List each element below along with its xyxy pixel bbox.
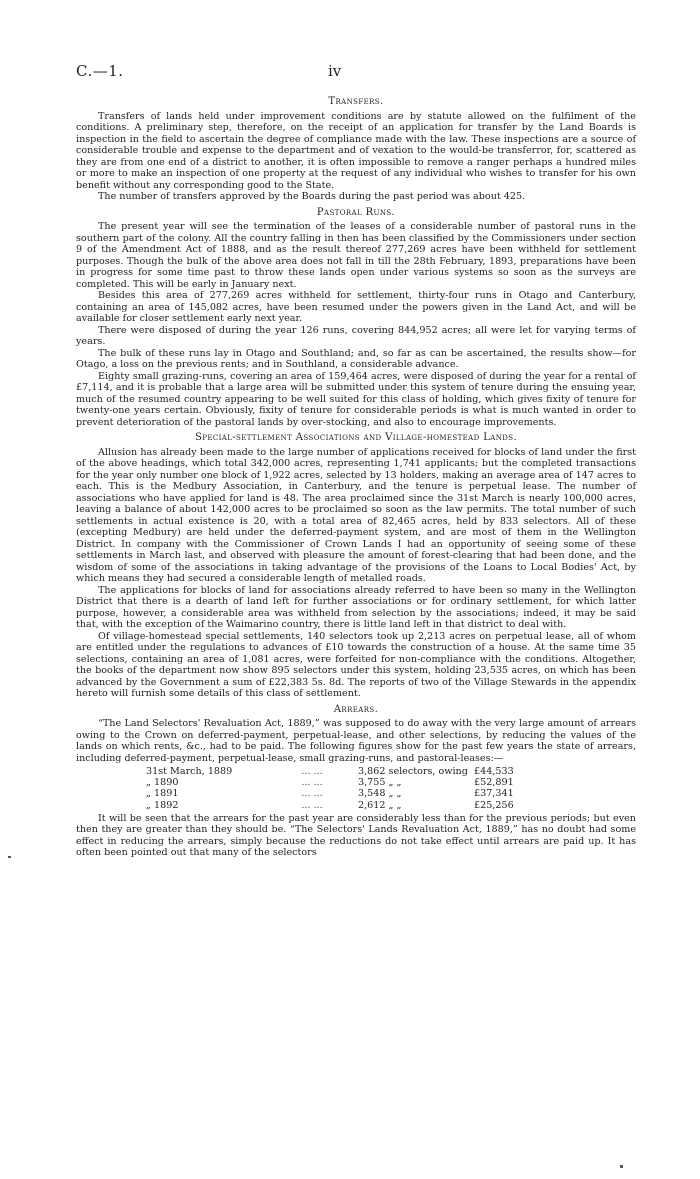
table-cell-selectors: 3,548 „ „	[358, 788, 402, 800]
table-cell-selectors: 3,755 „ „	[358, 777, 402, 789]
table-cell-dots: ... ...	[301, 777, 323, 789]
paragraph: “The Land Selectors' Revaluation Act, 1889,” was supposed to do away with the very large amount of arrears owing to the Crown on deferred-payment, perpetual-lease, and other selections, by reducing the values of the lands on which rents, &c., had to be paid. The following figures show for the past few years the state of arrears, including deferred-payment, perpetual-lease, small grazing-runs, and pastoral-leases:—	[76, 718, 636, 764]
section-heading-special-settlement: Special-settlement Associations and Village-homestead Lands.	[194, 432, 518, 443]
scan-speck	[620, 1165, 623, 1168]
table-cell-amount: £37,341	[474, 788, 514, 800]
paragraph: There were disposed of during the year 126 runs, covering 844,952 acres; all were let for varying terms of years.	[76, 324, 636, 347]
paragraph: Of village-homestead special settlements, 140 selectors took up 2,213 acres on perpetual lease, all of whom are entitled under the regulations to advances of £10 towards the construction of a house. At the same time 35 selections, containing an area of 1,081 acres, were forfeited for non-compliance with the conditions. Altogether, the books of the department now show 895 selectors under this system, holding 23,535 acres, on which has been advanced by the Government a sum of £22,383 5s. 8d. The reports of two of the Village Stewards in the appendix hereto will furnish some details of this class of settlement.	[76, 630, 636, 699]
table-row	[146, 788, 570, 799]
table-cell-amount: £44,533	[474, 766, 514, 777]
paragraph: The bulk of these runs lay in Otago and Southland; and, so far as can be ascertained, the results show—for Otago, a loss on the previous rents; and in Southland, a considerable advance.	[76, 347, 636, 370]
paragraph: The number of transfers approved by the Boards during the past period was about 425.	[98, 191, 526, 202]
section-heading-pastoral-runs: Pastoral Runs.	[316, 206, 396, 218]
paragraph: The present year will see the termination of the leases of a considerable number of pastoral runs in the southern part of the colony. All the country falling in then has been classified by the Commissioners under section 9 of the Amendment Act of 1888, and as the result thereof 277,269 acres have been withheld for settlement purposes. Though the bulk of the above area does not fall in till the 28th February, 1893, preparations have been in progress for some time past to throw these lands open under various systems so soon as the surveys are completed. This will be early in January next.	[76, 221, 636, 290]
paragraph: It will be seen that the arrears for the past year are considerably less than for the previous periods; but even then they are greater than they should be. “The Selectors' Lands Revaluation Act, 1889,” has no doubt had some effect in reducing the arrears, simply because the reductions do not take effect until arrears are paid up. It has often been pointed out that many of the selectors	[76, 812, 636, 859]
table-cell-date: „ 1891	[146, 788, 179, 800]
table-cell-dots: ... ...	[301, 799, 323, 811]
paragraph: Transfers of lands held under improvement conditions are by statute allowed on the fulfilment of the conditions. A preliminary step, therefore, on the receipt of an application for transfer by the Land Boards is inspection in the field to ascertain the degree of compliance made with the law. These inspections are a source of considerable trouble and expense to the department and of vexation to the would-be transferror, for, scattered as they are from one end of a district to another, it is often impossible to remove a ranger perhaps a hundred miles or more to make an inspection of one property at the request of any individual who wishes to transfer for his own benefit without any corresponding good to the State.	[76, 110, 636, 191]
arrears-table	[146, 766, 570, 811]
table-cell-amount: £25,256	[474, 799, 514, 811]
document-body	[76, 92, 636, 859]
table-cell-dots: ... ...	[301, 766, 323, 777]
table-cell-date: „ 1892	[146, 799, 179, 811]
paragraph: Eighty small grazing-runs, covering an area of 159,464 acres, were disposed of during the year for a rental of £7,114, and it is probable that a large area will be submitted under this system of tenure during the ensuing year, much of the resumed country appearing to be well suited for this class of holding, which gives fixity of tenure for twenty-one years certain. Obviously, fixity of tenure for considerable periods is what is much wanted in order to prevent deterioration of the pastoral lands by over-stocking, and also to encourage improvements.	[76, 370, 636, 428]
section-heading-transfers: Transfers.	[328, 96, 384, 107]
table-row	[146, 800, 570, 811]
paragraph: The applications for blocks of land for associations already referred to have been so many in the Wellington District that there is a dearth of land left for further associations or for ordinary settlement, for which latter purpose, however, a considerable area was withheld from selection by the associations; indeed, it may be said that, with the exception of the Waimarino country, there is little land left in that district to deal with.	[76, 584, 636, 630]
table-row	[146, 766, 570, 777]
table-cell-selectors: 3,862 selectors, owing	[358, 766, 468, 777]
page-number: iv	[328, 62, 342, 80]
table-row	[146, 777, 570, 788]
paragraph: Besides this area of 277,269 acres withheld for settlement, thirty-four runs in Otago and Canterbury, containing an area of 145,082 acres, have been resumed under the powers given in the Land Act, and will be available for closer settlement early next year.	[76, 290, 636, 324]
document-reference: C.—1.	[76, 62, 124, 80]
table-cell-date: 31st March, 1889	[146, 766, 233, 777]
section-heading-arrears: Arrears.	[333, 703, 379, 715]
table-cell-dots: ... ...	[301, 788, 323, 800]
table-cell-amount: £52,891	[474, 777, 514, 789]
scan-speck	[8, 856, 11, 858]
paragraph: Allusion has already been made to the large number of applications received for blocks of land under the first of the above headings, which total 342,000 acres, representing 1,741 applicants; but the completed transactions for the year only number one block of 1,922 acres, selected by 13 holders, making an average area of 147 acres to each. This is the Medbury Association, in Canterbury, and the tenure is perpetual lease. The number of associations who have applied for land is 48. The area proclaimed since the 31st March is nearly 100,000 acres, leaving a balance of about 142,000 acres to be proclaimed so soon as the law permits. The total number of such settlements in actual existence is 20, with a total area of 82,465 acres, held by 833 selectors. All of these (excepting Medbury) are held under the deferred-payment system, and are most of them in the Wellington District. In company with the Commissioner of Crown Lands I had an opportunity of seeing some of these settlements in March last, and observed with pleasure the amount of forest-clearing that had been done, and the wisdom of some of the associations in taking advantage of the provisions of the Loans to Local Bodies' Act, by which means they had secured a considerable length of metalled roads.	[76, 446, 636, 584]
table-cell-selectors: 2,612 „ „	[358, 799, 402, 811]
table-cell-date: „ 1890	[146, 777, 179, 789]
